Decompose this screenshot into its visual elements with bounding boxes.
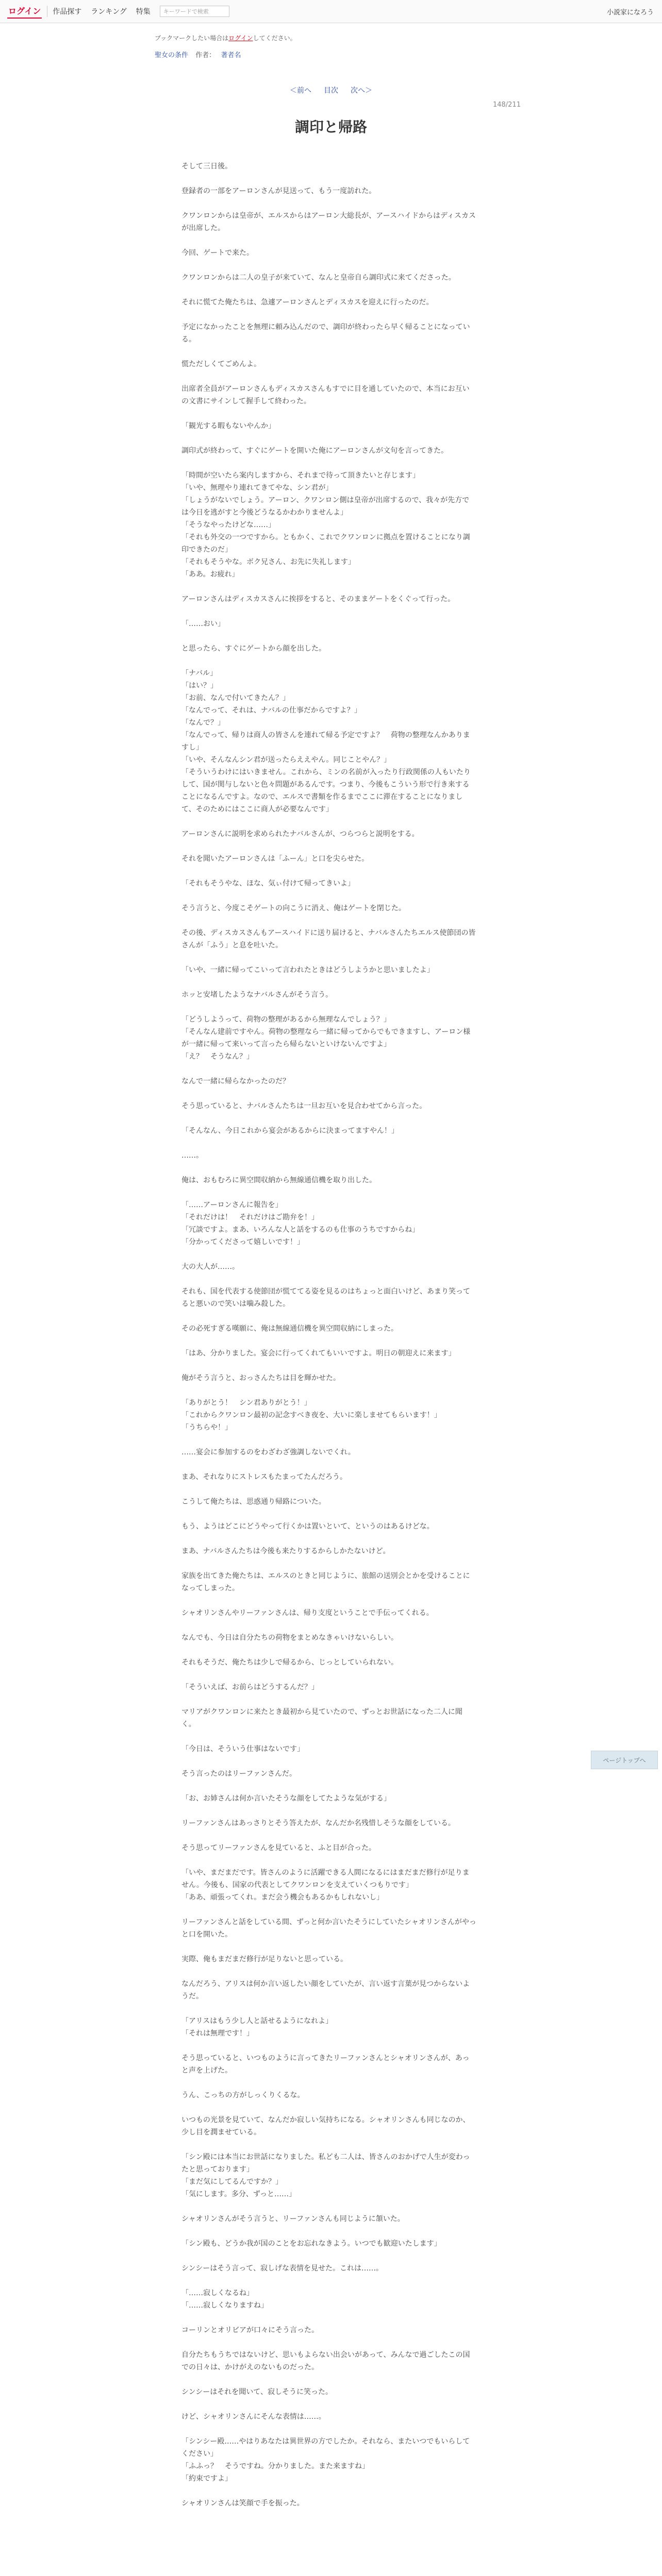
paragraph-gap bbox=[181, 2312, 476, 2324]
paragraph-gap bbox=[181, 1731, 476, 1743]
paragraph-gap bbox=[181, 197, 476, 210]
login-link[interactable]: ログイン bbox=[7, 5, 42, 19]
paragraph-gap bbox=[181, 2225, 476, 2238]
body-paragraph: そう思っていると、ナバルさんたちは一旦お互いを見合わせてから言った。 bbox=[181, 1102, 427, 1110]
body-paragraph: 実際、俺もまだまだ修行が足りないと思っている。 bbox=[181, 1955, 347, 1963]
body-paragraph: なんだろう、アリスは何か言い返したい顔をしていたが、言い返す言葉が見つからないようだ。 bbox=[181, 1980, 470, 2001]
body-paragraph: それも、国を代表する使節団が慌ててる姿を見るのはちょっと面白いけど、あまり笑ってると悪いので笑いは噛み殺した。 bbox=[181, 1287, 470, 1308]
body-paragraph: 「そういうわけにはいきません。これから、ミンの名前が入ったり行政関係の人もいたりして、国が関与しないと色々問題があるんです。つまり、今後もこういう形で行き来することになるんですよ。なので、エルスで書類を作るまでここに滞在することになりまして、そのためにはここに商人が必要なんです」 bbox=[181, 768, 471, 814]
body-paragraph: 調印式が終わって、すぐにゲートを開いた俺にアーロンさんが文句を言ってきた。 bbox=[181, 447, 449, 455]
paragraph-gap bbox=[181, 1248, 476, 1261]
notice-login-link[interactable]: ログイン bbox=[228, 35, 253, 42]
next-episode-link[interactable]: 次へ＞ bbox=[351, 87, 372, 95]
body-paragraph: 「それもそうやな。ボク兄さん、お先に失礼します」 bbox=[181, 558, 355, 566]
paragraph-gap bbox=[181, 309, 476, 321]
body-paragraph: 「ああ、頑張ってくれ。まだ会う機会もあるかもしれないし」 bbox=[181, 1893, 384, 1902]
paragraph-gap bbox=[181, 890, 476, 902]
body-paragraph: 家族を出てきた俺たちは、エルスのときと同じように、旅館の送別会とかを受けることになってしまった。 bbox=[181, 1572, 470, 1592]
body-paragraph: いつもの光景を見ていて、なんだか寂しい気持ちになる。シャオリンさんも同じなのか、少し目を潤ませている。 bbox=[181, 2116, 470, 2137]
body-paragraph: 大の大人が……。 bbox=[181, 1263, 239, 1271]
site-menu-link[interactable]: 小説家になろう bbox=[606, 8, 654, 16]
paragraph-gap bbox=[181, 2102, 476, 2114]
body-paragraph: そう思ってリーファンさんを見ていると、ふと目が合った。 bbox=[181, 1844, 376, 1852]
paragraph-gap bbox=[181, 1829, 476, 1842]
paragraph-gap bbox=[181, 408, 476, 420]
paragraph-gap bbox=[181, 2423, 476, 2435]
body-paragraph: けど、シャオリンさんにそんな表情は……。 bbox=[181, 2413, 326, 2421]
body-paragraph: もう、ようはどこにどうやって行くかは置いといて、というのはあるけどな。 bbox=[181, 1522, 434, 1531]
paragraph-gap bbox=[181, 630, 476, 642]
paragraph-gap bbox=[181, 1335, 476, 1347]
body-paragraph: 慌ただしくてごめんよ。 bbox=[181, 360, 261, 368]
paragraph-gap bbox=[181, 2200, 476, 2213]
body-paragraph: 「しょうがないでしょう。アーロン、クワンロン側は皇帝が出席するので、我々が先方では今日を逃がすと今後どうなるかわかりませんよ」 bbox=[181, 496, 470, 517]
paragraph-gap bbox=[181, 457, 476, 469]
body-paragraph: 「時間が空いたら案内しますから、それまで待って頂きたいと存じます」 bbox=[181, 471, 420, 480]
paragraph-gap bbox=[181, 952, 476, 964]
paragraph-gap bbox=[181, 1483, 476, 1496]
body-paragraph: 「それは無理です！」 bbox=[181, 2029, 254, 2038]
paragraph-gap bbox=[181, 1941, 476, 1953]
paragraph-gap bbox=[181, 2374, 476, 2386]
episode-title: 調印と帰路 bbox=[294, 118, 367, 135]
paragraph-gap bbox=[181, 1669, 476, 1681]
paragraph-gap bbox=[181, 2275, 476, 2287]
body-paragraph: 「……アーロンさんに報告を」 bbox=[181, 1201, 283, 1209]
body-paragraph: それを聞いたアーロンさんは「ふーん」と口を尖らせた。 bbox=[181, 855, 369, 863]
body-paragraph: シンシーはそう言って、寂しげな表情を見せた。これは……。 bbox=[181, 2264, 384, 2273]
body-paragraph: リーファンさんと話をしている間、ずっと何か言いたそうにしていたシャオリンさんがやっと口を開いた。 bbox=[181, 1918, 476, 1939]
paragraph-gap bbox=[181, 1854, 476, 1867]
body-paragraph: 「なんでって、帰りは商人の皆さんを連れて帰る予定ですよ？ 荷物の整理なんかありますし」 bbox=[181, 731, 470, 752]
body-paragraph: 「それもそうやな、ほな、気ぃ付けて帰ってきいよ」 bbox=[181, 879, 355, 888]
top-bar bbox=[0, 0, 662, 23]
paragraph-gap bbox=[181, 1557, 476, 1570]
notice-prefix: ブックマークしたい場合は bbox=[155, 35, 229, 42]
body-paragraph: そして三日後。 bbox=[181, 162, 232, 171]
body-paragraph: シャオリンさんやリーファンさんは、帰り支度ということで手伝ってくれる。 bbox=[181, 1609, 434, 1617]
paragraph-gap bbox=[181, 1187, 476, 1199]
paragraph-gap bbox=[181, 1273, 476, 1285]
body-paragraph: そう思っていると、いつものように言ってきたリーファンさんとシャオリンさんが、あっと声を上げた。 bbox=[181, 2054, 470, 2075]
body-paragraph: シンシーはそれを聞いて、寂しそうに笑った。 bbox=[181, 2388, 333, 2396]
paragraph-gap bbox=[181, 432, 476, 445]
body-paragraph: 「分かってくださって嬉しいです！」 bbox=[181, 1238, 304, 1246]
paragraph-gap bbox=[181, 976, 476, 989]
body-paragraph: 「今日は、そういう仕事はないです」 bbox=[181, 1745, 304, 1753]
body-paragraph: 「約束ですよ」 bbox=[181, 2475, 232, 2483]
body-paragraph: 「シン殿には本当にお世話になりました。私ども二人は、皆さんのおかげで人生が変わったと思っております」 bbox=[181, 2153, 470, 2174]
body-paragraph: ホッと安堵したようなナバルさんがそう言う。 bbox=[181, 991, 333, 999]
nav-item-feature[interactable]: 特集 bbox=[136, 8, 151, 16]
paragraph-gap bbox=[181, 1755, 476, 1768]
paragraph-gap bbox=[181, 865, 476, 877]
body-paragraph: 「シンシー殿……やはりあなたは異世界の方でしたか。それなら、またいつでもいらしてください」 bbox=[181, 2437, 470, 2458]
body-paragraph: 「いや、そんなんシン君が送ったらええやん。同じことやん？」 bbox=[181, 756, 391, 764]
body-paragraph: ……宴会に参加するのをわざわざ強調しないでくれ。 bbox=[181, 1448, 355, 1456]
body-paragraph: こうして俺たちは、思惑通り帰路についた。 bbox=[181, 1498, 326, 1506]
paragraph-gap bbox=[181, 1644, 476, 1656]
paragraph-gap bbox=[181, 1137, 476, 1149]
body-paragraph: 「冗談ですよ。まあ、いろんな人と話をするのも仕事のうちですからね」 bbox=[181, 1226, 420, 1234]
body-paragraph: アーロンさんはディスカスさんに挨拶をすると、そのままゲートをくぐって行った。 bbox=[181, 595, 455, 603]
body-paragraph: その後、ディスカスさんもアースハイドに送り届けると、ナバルさんたちエルス使節団の皆さんが「ふう」と息を吐いた。 bbox=[181, 929, 476, 950]
body-paragraph: 「ありがとう！ シン君ありがとう！」 bbox=[181, 1399, 311, 1407]
paragraph-gap bbox=[181, 1434, 476, 1446]
body-paragraph: 俺は、おもむろに異空間収納から無線通信機を取り出した。 bbox=[181, 1176, 376, 1184]
body-paragraph: マリアがクワンロンに来たとき最初から見ていたので、ずっとお世話になった二人に聞く。 bbox=[181, 1708, 462, 1728]
paragraph-gap bbox=[181, 2250, 476, 2262]
body-paragraph: 「観光する暇もないやんか」 bbox=[181, 422, 275, 430]
author-link[interactable]: 著者名 bbox=[221, 52, 241, 59]
body-paragraph: シャオリンさんがそう言うと、リーファンさんも同じように頷いた。 bbox=[181, 2215, 405, 2223]
paragraph-gap bbox=[181, 2336, 476, 2349]
paragraph-gap bbox=[181, 1162, 476, 1174]
body-paragraph: 「それも外交の一つですから。ともかく、これでクワンロンに拠点を置けることになり調印できたのだ」 bbox=[181, 533, 470, 554]
notice-suffix: してください。 bbox=[253, 35, 296, 42]
body-paragraph: 「いや、無理やり連れてきてやな、シン君が」 bbox=[181, 484, 333, 492]
body-paragraph: 「え？ そうなん？」 bbox=[181, 1053, 254, 1061]
body-paragraph: リーファンさんはあっさりとそう答えたが、なんだか名残惜しそうな顔をしている。 bbox=[181, 1819, 455, 1827]
paragraph-gap bbox=[181, 2077, 476, 2089]
body-paragraph: 「いや、一緒に帰ってこいって言われたときはどうしようかと思いましたよ」 bbox=[181, 966, 434, 974]
body-paragraph: 今回、ゲートで来た。 bbox=[181, 249, 254, 257]
body-paragraph: クワンロンからは皇帝が、エルスからはアーロン大総長が、アースハイドからはディスカスが出席した。 bbox=[181, 212, 476, 232]
episode-number: 148/211 bbox=[492, 101, 521, 109]
paragraph-gap bbox=[181, 1965, 476, 1978]
paragraph-gap bbox=[181, 914, 476, 927]
page-top-button[interactable]: ページトップへ bbox=[591, 1751, 658, 1769]
body-paragraph: アーロンさんに説明を求められたナバルさんが、つらつらと説明をする。 bbox=[181, 830, 419, 838]
body-paragraph: 予定になかったことを無理に頼み込んだので、調印が終わったら早く帰ることになっている。 bbox=[181, 323, 470, 344]
paragraph-gap bbox=[181, 1063, 476, 1075]
paragraph-gap bbox=[181, 1310, 476, 1323]
paragraph-gap bbox=[181, 173, 476, 185]
body-paragraph: なんでも、今日は自分たちの荷物をまとめなきゃいけないらしい。 bbox=[181, 1634, 398, 1642]
episode-nav bbox=[0, 85, 662, 95]
body-paragraph: 「気にします。多分、ずっと……」 bbox=[181, 2190, 296, 2198]
body-paragraph: それもそうだ、俺たちは少しで帰るから、じっとしていられない。 bbox=[181, 1658, 398, 1667]
episode-body bbox=[181, 160, 476, 2510]
series-link[interactable]: 聖女の条件 bbox=[155, 52, 189, 59]
paragraph-gap bbox=[181, 1805, 476, 1817]
body-paragraph: そう言ったのはリーファンさんだ。 bbox=[181, 1770, 297, 1778]
body-paragraph: 「お、お姉さんは何か言いたそうな顔をしてたような気がする」 bbox=[181, 1794, 391, 1803]
body-paragraph: 「そんなん、今日これから宴会があるからに決まってますやん！」 bbox=[181, 1127, 399, 1135]
body-paragraph: 「まだ気にしてるんですか？」 bbox=[181, 2178, 283, 2186]
paragraph-gap bbox=[181, 816, 476, 828]
paragraph-gap bbox=[181, 1619, 476, 1632]
body-paragraph: それに慌てた俺たちは、急遽アーロンさんとディスカスを迎えに行ったのだ。 bbox=[181, 298, 434, 307]
bookmark-notice bbox=[155, 33, 662, 42]
paragraph-gap bbox=[181, 1780, 476, 1792]
paragraph-gap bbox=[181, 1459, 476, 1471]
body-paragraph: 「……寂しくなるね」 bbox=[181, 2289, 254, 2297]
paragraph-gap bbox=[181, 1693, 476, 1706]
paragraph-gap bbox=[181, 370, 476, 383]
body-paragraph: 「これからクワンロン最初の記念すべき夜を、大いに楽しませてもらいます！」 bbox=[181, 1411, 441, 1419]
paragraph-gap bbox=[181, 1001, 476, 1013]
paragraph-gap bbox=[181, 1904, 476, 1916]
body-paragraph: クワンロンからは二人の皇子が来ていて、なんと皇帝自ら調印式に来てくださった。 bbox=[181, 274, 456, 282]
nav-item-find[interactable]: 作品探す bbox=[53, 8, 82, 16]
body-paragraph: 「はい？」 bbox=[181, 682, 218, 690]
body-paragraph: そう言うと、今度こそゲートの向こうに消え、俺はゲートを閉じた。 bbox=[181, 904, 406, 912]
paragraph-gap bbox=[181, 605, 476, 618]
body-paragraph: 「なんで？」 bbox=[181, 719, 225, 727]
paragraph-gap bbox=[181, 1595, 476, 1607]
body-paragraph: 「ああ。お疲れ」 bbox=[181, 570, 239, 579]
body-paragraph: 「ふふっ？ そうですね。分かりました。また来ますね」 bbox=[181, 2462, 369, 2470]
body-paragraph: 「お前、なんで付いてきたん？」 bbox=[181, 694, 290, 702]
body-paragraph: 「どうしようって、荷物の整理があるから無理なんでしょう？」 bbox=[181, 1015, 391, 1024]
body-paragraph: 「はあ、分かりました。宴会に行ってくれてもいいですよ。明日の朝迎えに来ます」 bbox=[181, 1349, 456, 1358]
body-paragraph: 「シン殿も、どうか我が国のことをお忘れなきよう。いつでも歓迎いたします」 bbox=[181, 2240, 441, 2248]
body-paragraph: まあ、それなりにストレスもたまってたんだろう。 bbox=[181, 1473, 347, 1481]
body-paragraph: まあ、ナバルさんたちは今後も来たりするからしかたないけど。 bbox=[181, 1547, 390, 1555]
body-paragraph: うん、こっちの方がしっくりくるな。 bbox=[181, 2091, 305, 2099]
paragraph-gap bbox=[181, 2003, 476, 2015]
paragraph-gap bbox=[181, 581, 476, 593]
nav-item-ranking[interactable]: ランキング bbox=[91, 8, 127, 16]
paragraph-gap bbox=[181, 1533, 476, 1545]
paragraph-gap bbox=[181, 1384, 476, 1397]
body-paragraph: 「そんなん建前ですやん。荷物の整理なら一緒に帰ってからでもできますし、アーロン様が一緒に帰って来いって言ったら帰らないといけないんですよ」 bbox=[181, 1028, 471, 1048]
paragraph-gap bbox=[181, 2398, 476, 2411]
body-paragraph: 「それだけは！ それだけはご勘弁を！」 bbox=[181, 1213, 319, 1222]
body-paragraph: コーリンとオリビアが口々にそう言った。 bbox=[181, 2326, 319, 2334]
paragraph-gap bbox=[181, 284, 476, 296]
body-paragraph: 自分たちもうちではないけど、思いもよらない出会いがあって、みんなで過ごしたこの国での日々は、かけがえのないものだった。 bbox=[181, 2351, 470, 2371]
body-paragraph: 「なんでって、それは、ナバルの仕事だからですよ？」 bbox=[181, 706, 361, 715]
paragraph-gap bbox=[181, 1360, 476, 1372]
body-paragraph: ……。 bbox=[181, 1151, 203, 1160]
author-label: 作者： bbox=[195, 52, 216, 59]
paragraph-gap bbox=[181, 259, 476, 272]
body-paragraph: 「アリスはもう少し人と話せるようになれよ」 bbox=[181, 2017, 333, 2025]
paragraph-gap bbox=[181, 1508, 476, 1520]
body-paragraph: 「……寂しくなりますね」 bbox=[181, 2301, 268, 2310]
body-paragraph: その必死すぎる嘆願に、俺は無線通信機を異空間収納にしまった。 bbox=[181, 1325, 398, 1333]
paragraph-gap bbox=[181, 2485, 476, 2497]
body-paragraph: と思ったら、すぐにゲートから顔を出した。 bbox=[181, 645, 326, 653]
search-input[interactable]: キーワードで検索 bbox=[160, 6, 229, 17]
prev-episode-link[interactable]: ＜前へ bbox=[290, 87, 311, 95]
paragraph-gap bbox=[181, 234, 476, 247]
toc-link[interactable]: 目次 bbox=[324, 87, 338, 95]
body-paragraph: 「うちらや！」 bbox=[181, 1423, 232, 1432]
body-paragraph: 「……おい」 bbox=[181, 620, 225, 628]
body-paragraph: 「ナバル」 bbox=[181, 669, 218, 677]
body-paragraph: 登録者の一部をアーロンさんが見送って、もう一度訪れた。 bbox=[181, 187, 376, 195]
body-paragraph: シャオリンさんは笑顔で手を振った。 bbox=[181, 2499, 304, 2507]
body-paragraph: 「いや、まだまだです。皆さんのように活躍できる人間になるにはまだまだ修行が足りません。今後も、国家の代表としてクワンロンを支えていくつもりです」 bbox=[181, 1869, 470, 1889]
body-paragraph: 出席者全員がアーロンさんもディスカスさんもすでに目を通していたので、本当にお互いの文書にサインして握手して終わった。 bbox=[181, 385, 470, 405]
paragraph-gap bbox=[181, 1112, 476, 1125]
paragraph-gap bbox=[181, 1088, 476, 1100]
paragraph-gap bbox=[181, 2040, 476, 2052]
paragraph-gap bbox=[181, 840, 476, 853]
body-paragraph: なんで一緒に帰らなかったのだ？ bbox=[181, 1077, 290, 1086]
work-meta bbox=[155, 49, 662, 59]
paragraph-gap bbox=[181, 346, 476, 358]
paragraph-gap bbox=[181, 655, 476, 667]
body-paragraph: 「そうなやったけどな……」 bbox=[181, 521, 275, 529]
body-paragraph: 「そういえば、お前らはどうするんだ？」 bbox=[181, 1683, 319, 1691]
body-paragraph: 俺がそう言うと、おっさんたちは目を輝かせた。 bbox=[181, 1374, 340, 1382]
paragraph-gap bbox=[181, 2139, 476, 2151]
